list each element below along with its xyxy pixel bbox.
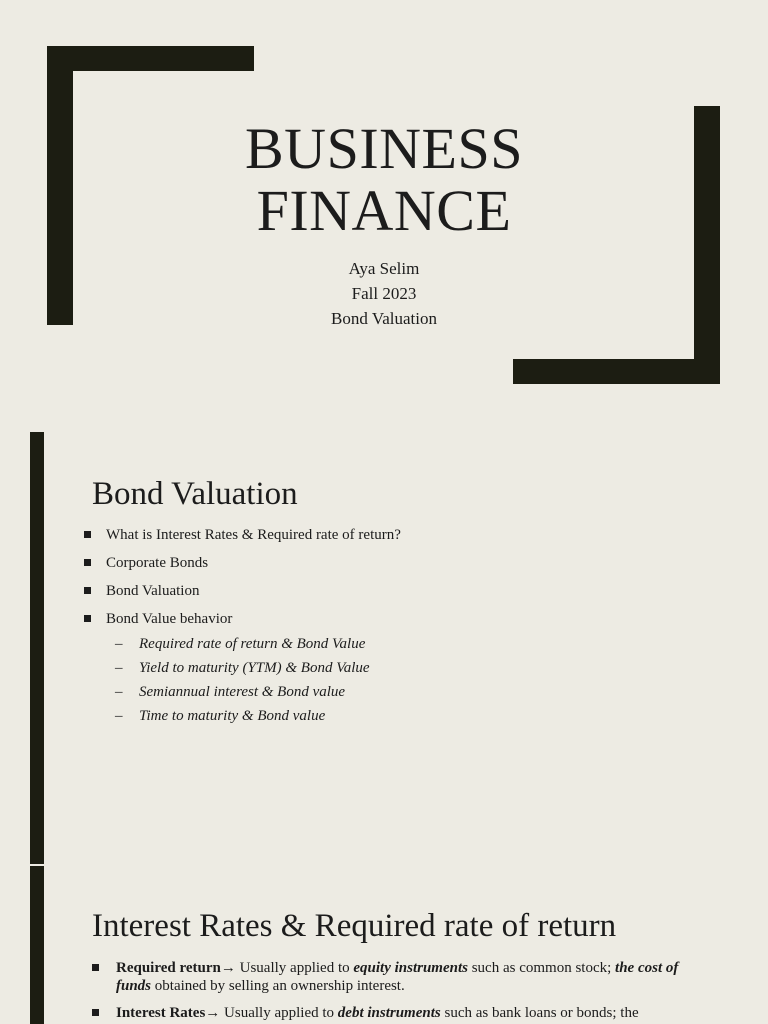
list-item: Bond Value behavior – Required rate of return & Bond Value – Yield to maturity (YTM) & Bond Value – Semiannual interest & Bond value – Time to maturity & Bond value [84, 609, 401, 728]
presentation-subtitle [0, 256, 768, 331]
slide-title: Interest Rates & Required rate of return [92, 908, 617, 944]
agenda-list [84, 525, 401, 736]
list-item: Interest Rates→ Usually applied to debt instruments such as bank loans or bonds; the [92, 1004, 692, 1022]
left-accent-bar [30, 432, 44, 864]
sub-list-item: – Required rate of return & Bond Value [106, 632, 401, 656]
square-bullet-icon [84, 587, 91, 594]
list-item: What is Interest Rates & Required rate of return? [84, 525, 401, 545]
agenda-slide [0, 432, 768, 864]
sub-list-item: – Time to maturity & Bond value [106, 704, 401, 728]
author-name: Aya Selim [348, 259, 420, 278]
topic-label: Bond Valuation [331, 309, 437, 328]
title-line-2: FINANCE [256, 178, 512, 243]
sub-list [106, 632, 401, 728]
dash-bullet: – [115, 684, 123, 700]
square-bullet-icon [92, 964, 99, 971]
square-bullet-icon [84, 615, 91, 622]
definition-list [92, 959, 692, 1024]
list-item: Required return→ Usually applied to equity instruments such as common stock; the cost of funds obtained by selling an ownership interest. [92, 959, 692, 995]
sub-list-item: – Yield to maturity (YTM) & Bond Value [106, 656, 401, 680]
square-bullet-icon [92, 1009, 99, 1016]
term-label: Fall 2023 [351, 284, 417, 303]
title-slide [0, 0, 768, 432]
arrow-right-icon: → [205, 1005, 221, 1021]
title-line-1: BUSINESS [245, 116, 523, 181]
list-item: Bond Valuation [84, 581, 401, 601]
interest-rates-slide [0, 864, 768, 1024]
square-bullet-icon [84, 531, 91, 538]
corner-bracket-bottom-right-horizontal [513, 359, 720, 384]
dash-bullet: – [115, 660, 123, 676]
slide-title: Bond Valuation [92, 476, 298, 512]
list-item: Corporate Bonds [84, 553, 401, 573]
left-accent-bar [30, 866, 44, 1024]
arrow-right-icon: → [220, 960, 236, 976]
dash-bullet: – [115, 708, 123, 724]
presentation-title [0, 118, 768, 242]
square-bullet-icon [84, 559, 91, 566]
sub-list-item: – Semiannual interest & Bond value [106, 680, 401, 704]
dash-bullet: – [115, 636, 123, 652]
corner-bracket-top-left-horizontal [47, 46, 254, 71]
